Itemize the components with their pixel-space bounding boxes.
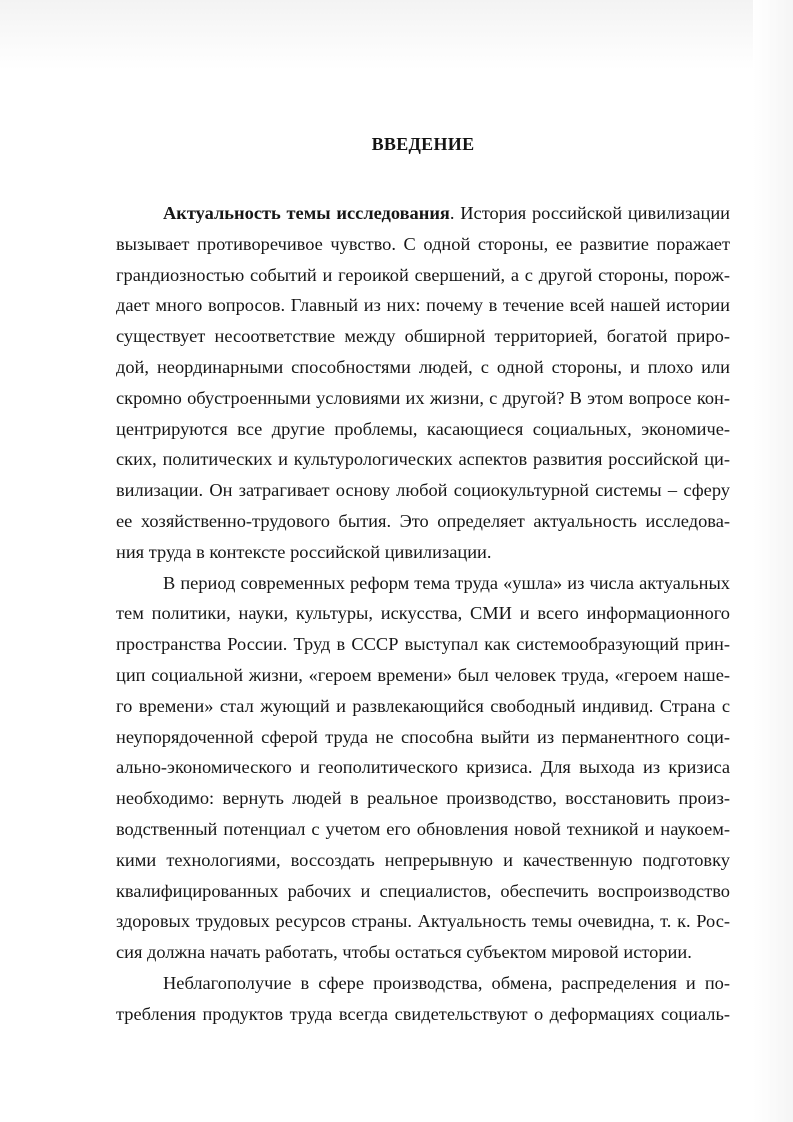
scan-shade-edge	[753, 0, 793, 1122]
paragraph-line: ния труда в контексте российской цивилизации.	[116, 541, 492, 562]
paragraph-line: вилизации. Он затрагивает основу любой социокультурной системы – сферу	[116, 480, 730, 501]
paragraph-line: го времени» стал жующий и развлекающийся свободный индивид. Страна с	[116, 695, 730, 716]
document-body	[116, 198, 730, 1030]
paragraph-line: необходимо: вернуть людей в реальное производство, восстановить произ-	[116, 788, 730, 809]
paragraph-line: неупорядоченной сферой труда не способна выйти из перманентного соци-	[116, 726, 730, 747]
paragraph-line: здоровых трудовых ресурсов страны. Актуальность темы очевидна, т. к. Рос-	[116, 911, 730, 932]
paragraph-line: В период современных реформ тема труда «ушла» из числа актуальных	[163, 572, 730, 593]
paragraph-line: тем политики, науки, культуры, искусства, СМИ и всего информационного	[116, 603, 730, 624]
paragraph-line: грандиозностью событий и героикой свершений, а с другой стороны, порож-	[116, 264, 730, 285]
paragraph-line: дает много вопросов. Главный из них: почему в течение всей нашей истории	[116, 295, 730, 316]
paragraph-line: центрируются все другие проблемы, касающиеся социальных, экономиче-	[116, 418, 730, 439]
paragraph-line: пространства России. Труд в СССР выступал как системообразующий прин-	[116, 634, 730, 655]
paragraph-line	[116, 198, 730, 229]
paragraph-line: сия должна начать работать, чтобы остаться субъектом мировой истории.	[116, 942, 692, 963]
paragraph-line: ее хозяйственно-трудового бытия. Это определяет актуальность исследова-	[116, 510, 730, 531]
paragraph-line: существует несоответствие между обширной территорией, богатой приро-	[116, 326, 730, 347]
paragraph-line: вызывает противоречивое чувство. С одной стороны, ее развитие поражает	[116, 233, 730, 254]
page-title: ВВЕДЕНИЕ	[371, 134, 475, 154]
paragraph-line: цип социальной жизни, «героем времени» был человек труда, «героем наше-	[116, 664, 730, 685]
paragraph-line: квалифицированных рабочих и специалистов, обеспечить воспроизводство	[116, 880, 730, 901]
scan-shade	[0, 0, 793, 70]
paragraph-line: ально-экономического и геополитического кризиса. Для выхода из кризиса	[116, 757, 730, 778]
paragraph-line: кими технологиями, воссоздать непрерывную и качественную подготовку	[116, 849, 730, 870]
paragraph-line: ских, политических и культурологических аспектов развития российской ци-	[116, 449, 730, 470]
paragraph-line: скромно обустроенными условиями их жизни, с другой? В этом вопросе кон-	[116, 387, 730, 408]
paragraph-lead: Актуальность темы исследования	[163, 203, 450, 223]
paragraph-line: дой, неординарными способностями людей, с одной стороны, и плохо или	[116, 356, 730, 377]
paragraph-line: водственный потенциал с учетом его обновления новой техникой и наукоем-	[116, 818, 730, 839]
paragraph-line: требления продуктов труда всегда свидетельствуют о деформациях социаль-	[116, 1003, 730, 1024]
paragraph-line: Неблагополучие в сфере производства, обмена, распределения и по-	[163, 972, 730, 993]
paragraph-line-text: . История российской цивилизации	[449, 203, 730, 223]
